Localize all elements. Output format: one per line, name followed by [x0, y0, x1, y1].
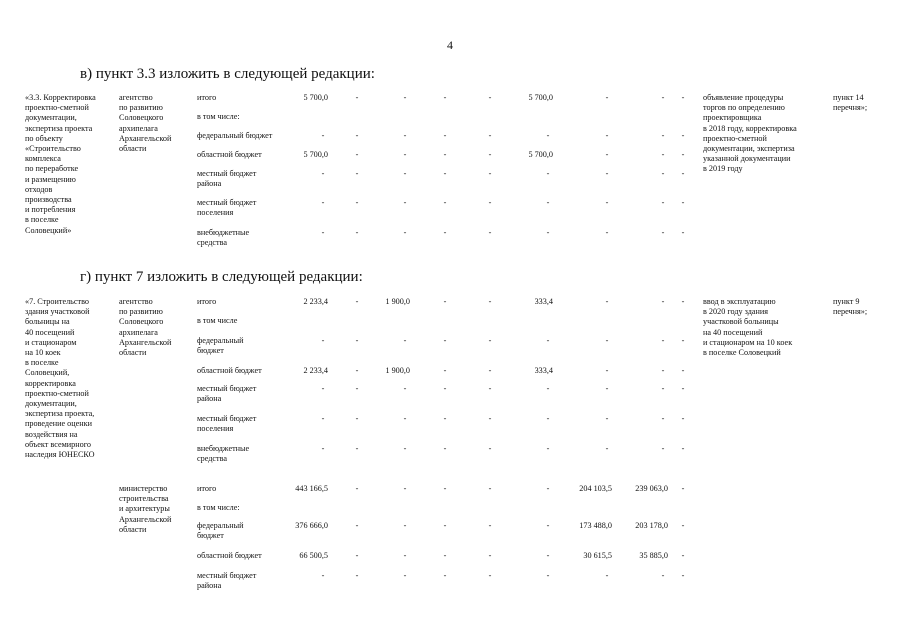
table-cell-value: 5 700,0 [528, 93, 553, 102]
table-cell-value: - [403, 198, 407, 207]
table-cell-value: - [443, 150, 447, 159]
table-cell-value: - [443, 228, 447, 237]
table-cell-value: - [605, 131, 609, 140]
activity-name: «7. Строительство здания участковой больницы на 40 посещений и стационаром на 10 коек в поселке Соловецкий, корректировка проектно-сметной документации, экспертиза проекта, проведение оценки воздействия на объект всемирного наследия ЮНЕСКО [25, 297, 95, 460]
table-cell-value: - [321, 169, 325, 178]
table-cell-value: - [661, 336, 665, 345]
table-cell-value: - [488, 384, 492, 393]
table-cell-value: - [355, 571, 359, 580]
table-cell-value: - [355, 551, 359, 560]
funding-source-label: областной бюджет [197, 150, 262, 159]
funding-source-label: итого [197, 484, 217, 493]
funding-source-label: местный бюджет района [197, 169, 257, 189]
table-cell-value: - [681, 336, 685, 345]
table-cell-value: - [681, 551, 685, 560]
table-cell-value: - [403, 93, 407, 102]
table-cell-value: - [355, 444, 359, 453]
table-cell-value: - [403, 444, 407, 453]
table-cell-value: - [681, 169, 685, 178]
table-cell-value: 376 666,0 [295, 521, 328, 530]
table-cell-value: 204 103,5 [579, 484, 612, 493]
table-cell-value: - [546, 521, 550, 530]
table-cell-value: - [321, 131, 325, 140]
table-cell-value: - [443, 93, 447, 102]
table-cell-value: - [355, 414, 359, 423]
table-cell-value: - [443, 414, 447, 423]
activity-name: «3.3. Корректировка проектно-сметной документации, экспертиза проекта по объекту «Строительство комплекса по переработке и размещению отходов производства и потребления в поселке Соловецкий» [25, 93, 96, 235]
table-cell-value: - [321, 384, 325, 393]
table-cell-value: - [605, 169, 609, 178]
funding-source-label: местный бюджет поселения [197, 414, 257, 434]
table-cell-value: - [488, 571, 492, 580]
table-cell-value: - [661, 571, 665, 580]
table-cell-value: - [403, 484, 407, 493]
table-cell-value: - [403, 384, 407, 393]
table-cell-value: - [488, 521, 492, 530]
table-cell-value: - [605, 150, 609, 159]
table-cell-value: - [661, 384, 665, 393]
table-cell-value: - [403, 131, 407, 140]
table-cell-value: - [488, 297, 492, 306]
funding-source-label: федеральный бюджет [197, 521, 244, 541]
table-cell-value: - [546, 571, 550, 580]
table-cell-value: - [605, 198, 609, 207]
table-cell-value: - [355, 169, 359, 178]
table-cell-value: - [681, 384, 685, 393]
section-heading: г) пункт 7 изложить в следующей редакции: [80, 269, 363, 285]
table-cell-value: - [355, 366, 359, 375]
table-cell-value: 333,4 [534, 297, 553, 306]
table-cell-value: - [403, 571, 407, 580]
table-cell-value: - [403, 150, 407, 159]
table-cell-value: - [403, 336, 407, 345]
table-cell-value: - [355, 297, 359, 306]
table-cell-value: - [546, 414, 550, 423]
table-cell-value: 5 700,0 [303, 150, 328, 159]
table-cell-value: - [488, 336, 492, 345]
table-cell-value: 239 063,0 [635, 484, 668, 493]
table-cell-value: - [605, 444, 609, 453]
table-cell-value: - [546, 131, 550, 140]
table-cell-value: - [355, 198, 359, 207]
funding-source-label: в том числе [197, 316, 238, 325]
expected-result: объявление процедуры торгов по определению проектировщика в 2018 году, корректировка проектно-сметной документации, экспертиза указанной документации в 2019 году [703, 93, 797, 174]
table-cell-value: - [605, 93, 609, 102]
table-cell-value: - [681, 571, 685, 580]
table-cell-value: - [546, 198, 550, 207]
table-cell-value: - [355, 484, 359, 493]
table-cell-value: 443 166,5 [295, 484, 328, 493]
table-cell-value: - [488, 93, 492, 102]
table-cell-value: - [443, 384, 447, 393]
table-cell-value: - [355, 336, 359, 345]
funding-source-label: местный бюджет района [197, 571, 257, 591]
reference-note: пункт 14 перечня»; [833, 93, 868, 113]
table-cell-value: - [546, 444, 550, 453]
table-cell-value: - [681, 93, 685, 102]
table-cell-value: - [443, 366, 447, 375]
table-cell-value: 30 615,5 [583, 551, 612, 560]
table-cell-value: 1 900,0 [385, 366, 410, 375]
table-cell-value: 2 233,4 [303, 366, 328, 375]
table-cell-value: - [661, 93, 665, 102]
table-cell-value: - [321, 444, 325, 453]
table-cell-value: - [321, 414, 325, 423]
table-cell-value: - [661, 198, 665, 207]
expected-result: ввод в эксплуатацию в 2020 году здания участковой больницы на 40 посещений и стационаром на 10 коек в поселке Соловецкий [703, 297, 793, 358]
table-cell-value: - [546, 484, 550, 493]
funding-source-label: местный бюджет района [197, 384, 257, 404]
table-cell-value: 5 700,0 [528, 150, 553, 159]
table-cell-value: - [681, 521, 685, 530]
table-cell-value: - [443, 571, 447, 580]
table-cell-value: - [546, 551, 550, 560]
table-cell-value: - [443, 297, 447, 306]
table-cell-value: 203 178,0 [635, 521, 668, 530]
funding-source-label: в том числе: [197, 503, 240, 512]
table-cell-value: - [605, 414, 609, 423]
table-cell-value: - [605, 336, 609, 345]
table-cell-value: - [403, 551, 407, 560]
table-cell-value: 66 500,5 [299, 551, 328, 560]
funding-source-label: внебюджетные средства [197, 228, 250, 248]
table-cell-value: - [488, 150, 492, 159]
funding-source-label: областной бюджет [197, 366, 262, 375]
table-cell-value: - [681, 228, 685, 237]
table-cell-value: - [488, 414, 492, 423]
table-cell-value: - [403, 521, 407, 530]
table-cell-value: - [681, 131, 685, 140]
table-cell-value: - [661, 228, 665, 237]
funding-source-label: в том числе: [197, 112, 240, 121]
table-cell-value: - [488, 131, 492, 140]
table-cell-value: - [546, 336, 550, 345]
table-cell-value: - [488, 198, 492, 207]
funding-source-label: местный бюджет поселения [197, 198, 257, 218]
table-cell-value: - [661, 131, 665, 140]
funding-source-label: итого [197, 297, 217, 306]
table-cell-value: - [681, 484, 685, 493]
table-cell-value: - [605, 297, 609, 306]
reference-note: пункт 9 перечня»; [833, 297, 868, 317]
table-cell-value: - [355, 384, 359, 393]
funding-source-label: областной бюджет [197, 551, 262, 560]
funding-source-label: итого [197, 93, 217, 102]
executor-name: министерство строительства и архитектуры Архангельской области [119, 484, 172, 534]
executor-name: агентство по развитию Соловецкого архипелага Архангельской области [119, 297, 172, 358]
table-cell-value: - [355, 93, 359, 102]
table-cell-value: - [605, 228, 609, 237]
table-cell-value: - [488, 444, 492, 453]
table-cell-value: - [443, 444, 447, 453]
table-cell-value: - [661, 366, 665, 375]
executor-name: агентство по развитию Соловецкого архипелага Архангельской области [119, 93, 172, 154]
table-cell-value: - [661, 169, 665, 178]
table-cell-value: - [661, 297, 665, 306]
table-cell-value: - [661, 414, 665, 423]
table-cell-value: - [681, 366, 685, 375]
table-cell-value: - [443, 169, 447, 178]
funding-source-label: внебюджетные средства [197, 444, 250, 464]
table-cell-value: - [488, 228, 492, 237]
table-cell-value: - [321, 198, 325, 207]
table-cell-value: - [321, 228, 325, 237]
table-cell-value: 35 885,0 [639, 551, 668, 560]
funding-source-label: федеральный бюджет [197, 336, 244, 356]
table-cell-value: 2 233,4 [303, 297, 328, 306]
table-cell-value: - [443, 131, 447, 140]
table-cell-value: - [661, 150, 665, 159]
table-cell-value: - [443, 484, 447, 493]
table-cell-value: - [403, 169, 407, 178]
table-cell-value: - [605, 571, 609, 580]
funding-source-label: федеральный бюджет [197, 131, 273, 140]
table-cell-value: - [605, 384, 609, 393]
table-cell-value: - [403, 228, 407, 237]
table-cell-value: - [321, 336, 325, 345]
table-cell-value: - [546, 384, 550, 393]
table-cell-value: 333,4 [534, 366, 553, 375]
table-cell-value: - [443, 521, 447, 530]
table-cell-value: - [488, 169, 492, 178]
table-cell-value: - [443, 198, 447, 207]
table-cell-value: - [681, 150, 685, 159]
table-cell-value: 5 700,0 [303, 93, 328, 102]
table-cell-value: - [661, 444, 665, 453]
table-cell-value: - [355, 150, 359, 159]
table-cell-value: 173 488,0 [579, 521, 612, 530]
table-cell-value: - [488, 366, 492, 375]
table-cell-value: - [355, 228, 359, 237]
table-cell-value: - [443, 336, 447, 345]
table-cell-value: - [488, 551, 492, 560]
table-cell-value: - [355, 131, 359, 140]
table-cell-value: 1 900,0 [385, 297, 410, 306]
table-cell-value: - [403, 414, 407, 423]
table-cell-value: - [605, 366, 609, 375]
page-number: 4 [447, 38, 453, 52]
table-cell-value: - [681, 444, 685, 453]
table-cell-value: - [546, 228, 550, 237]
table-cell-value: - [546, 169, 550, 178]
table-cell-value: - [681, 414, 685, 423]
table-cell-value: - [681, 198, 685, 207]
table-cell-value: - [681, 297, 685, 306]
table-cell-value: - [443, 551, 447, 560]
section-heading: в) пункт 3.3 изложить в следующей редакции: [80, 66, 375, 82]
table-cell-value: - [355, 521, 359, 530]
table-cell-value: - [488, 484, 492, 493]
table-cell-value: - [321, 571, 325, 580]
